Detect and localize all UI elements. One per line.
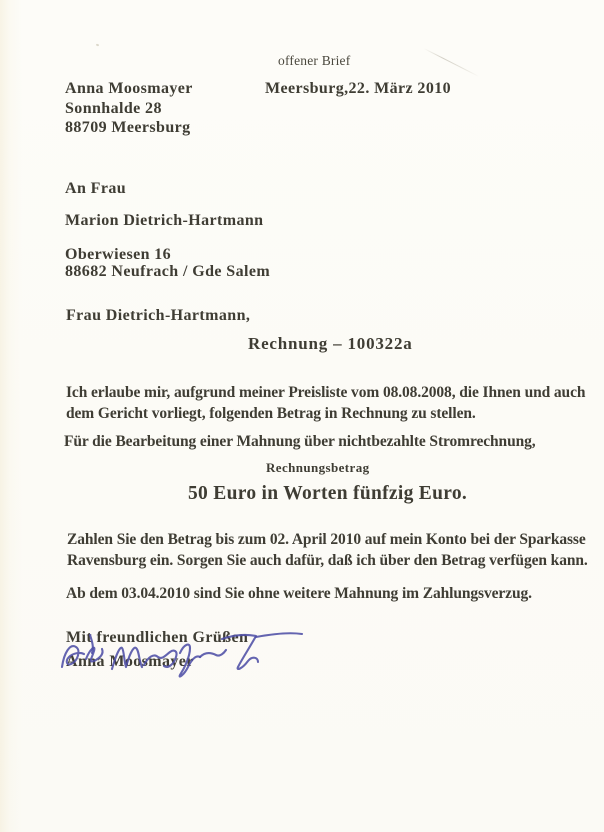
body-paragraph-3-line-1: Zahlen Sie den Betrag bis zum 02. April 2010 auf mein Konto bei der Sparkasse [67,531,586,548]
sender-street: Sonnhalde 28 [65,99,162,117]
invoice-amount-label: Rechnungsbetrag [266,460,370,475]
letter-type-annotation: offener Brief [278,53,351,68]
body-paragraph-1-line-2: dem Gericht vorliegt, folgenden Betrag in Rechnung zu stellen. [66,405,476,422]
closing-formula: Mit freundlichen Grüßen [66,629,249,646]
body-paragraph-3-line-2: Ravensburg ein. Sorgen Sie auch dafür, daß ich über den Betrag verfügen kann. [67,552,588,569]
body-paragraph-2: Für die Bearbeitung einer Mahnung über nichtbezahlte Stromrechnung, [64,433,536,450]
recipient-intro-line: An Frau [65,180,127,197]
sender-address-block [65,79,193,138]
recipient-name: Marion Dietrich-Hartmann [65,212,264,229]
invoice-subject-line: Rechnung – 100322a [248,334,413,353]
body-paragraph-3 [67,529,588,571]
invoice-amount-line: 50 Euro in Worten fünfzig Euro. [188,483,468,504]
recipient-city: 88682 Neufrach / Gde Salem [65,263,271,280]
sender-name: Anna Moosmayer [65,80,193,97]
salutation-line: Frau Dietrich-Hartmann, [66,307,251,324]
handwritten-signature [50,625,320,683]
body-paragraph-1 [66,382,585,424]
recipient-street: Oberwiesen 16 [65,246,172,263]
sender-city: 88709 Meersburg [65,119,191,136]
body-paragraph-4: Ab dem 03.04.2010 sind Sie ohne weitere Mahnung im Zahlungsverzug. [66,585,532,602]
date-place-line: Meersburg,22. März 2010 [265,80,452,97]
signer-typed-name: Anna Moosmayer [66,653,194,670]
scan-scratch-artifact [424,48,480,77]
scan-speck-artifact [96,44,100,47]
body-paragraph-1-line-1: Ich erlaube mir, aufgrund meiner Preisliste vom 08.08.2008, die Ihnen und auch [66,384,586,401]
